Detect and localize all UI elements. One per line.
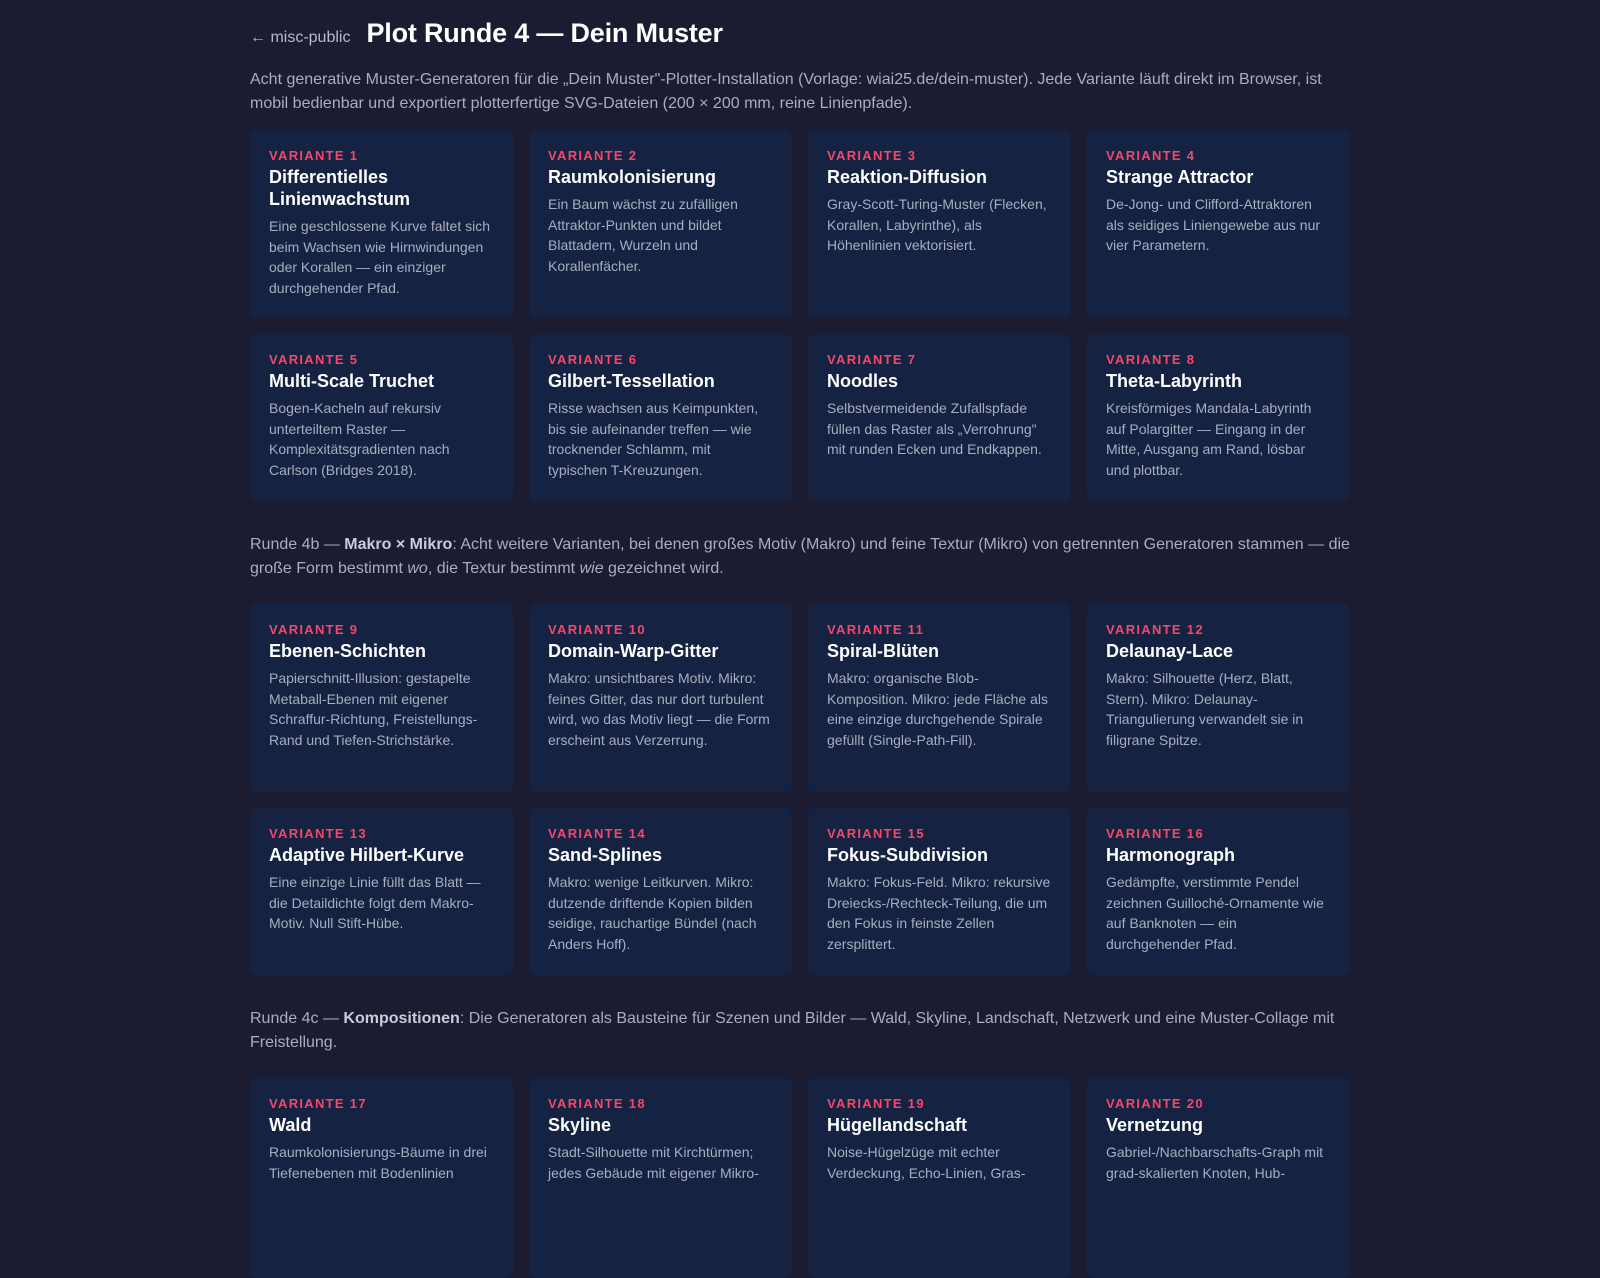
- variant-label: VARIANTE 11: [827, 622, 925, 637]
- variant-description: Makro: wenige Leitkurven. Mikro: dutzende driftende Kopien bilden seidige, rauchartige Bündel (nach Anders Hoff).: [548, 874, 757, 952]
- section-intro-4c: Runde 4c — Kompositionen: Die Generatoren als Bausteine für Szenen und Bilder — Wald, Skyline, Landschaft, Netzwerk und eine Muster-Collage mit Freistellung.: [250, 1010, 1335, 1051]
- variant-description: Eine geschlossene Kurve faltet sich beim Wachsen wie Hirnwindungen oder Korallen — ein einziger durchgehender Pfad.: [269, 218, 491, 296]
- variant-title: Delaunay-Lace: [1106, 641, 1234, 661]
- variant-label: VARIANTE 3: [827, 148, 917, 163]
- variant-card[interactable]: [529, 1078, 792, 1278]
- variant-description: Makro: unsichtbares Motiv. Mikro: feines Gitter, das nur dort turbulent wird, wo das Motiv liegt — die Form erscheint aus Verzerrung.: [548, 670, 770, 748]
- variant-description: Noise-Hügelzüge mit echter Verdeckung, Echo-Linien, Gras-: [827, 1144, 1026, 1181]
- variant-label: VARIANTE 1: [269, 148, 359, 163]
- variant-label: VARIANTE 15: [827, 826, 925, 841]
- variant-title: Theta-Labyrinth: [1106, 371, 1243, 391]
- variant-card[interactable]: [1087, 1078, 1350, 1278]
- variant-grid-round-4b: [250, 604, 1350, 975]
- variant-card[interactable]: [529, 334, 792, 501]
- variant-title: Raumkolonisierung: [548, 167, 717, 187]
- variant-label: VARIANTE 13: [269, 826, 367, 841]
- variant-grid-round-4c: [250, 1078, 1350, 1278]
- variant-title: Vernetzung: [1106, 1115, 1204, 1135]
- variant-description: Gabriel-/Nachbarschafts-Graph mit grad-skalierten Knoten, Hub-: [1106, 1144, 1324, 1181]
- intro-text: Acht generative Muster-Generatoren für die „Dein Muster"-Plotter-Installation (Vorlage: wiai25.de/dein-muster). Jede Variante läuft direkt im Browser, ist mobil bedienbar und exportiert plotterfertige SVG-Dateien (200 × 200 mm, reine Linienpfade).: [250, 71, 1322, 112]
- page-title: Plot Runde 4 — Dein Muster: [366, 18, 723, 48]
- variant-title: Reaktion-Diffusion: [827, 167, 987, 187]
- section-name-4c: Kompositionen: [343, 1010, 460, 1027]
- variant-title: Strange Attractor: [1106, 167, 1254, 187]
- variant-label: VARIANTE 2: [548, 148, 638, 163]
- variant-title: Spiral-Blüten: [827, 641, 940, 661]
- variant-description: Ein Baum wächst zu zufälligen Attraktor-Punkten und bildet Blattadern, Wurzeln und Korallenfächer.: [548, 196, 738, 274]
- variant-title: Noodles: [827, 371, 899, 391]
- variant-card[interactable]: [529, 130, 792, 318]
- variant-card[interactable]: [250, 808, 513, 975]
- variant-card[interactable]: [808, 604, 1071, 792]
- variant-description: Makro: organische Blob-Komposition. Mikro: jede Fläche als eine einzige durchgehende Spirale gefüllt (Single-Path-Fill).: [827, 670, 1048, 748]
- variant-title: Differentielles Linienwachstum: [269, 167, 411, 209]
- variant-label: VARIANTE 14: [548, 826, 646, 841]
- section-name-4b: Makro × Mikro: [344, 536, 453, 553]
- variant-description: Bogen-Kacheln auf rekursiv unterteiltem Raster — Komplexitätsgradienten nach Carlson (Bridges 2018).: [269, 400, 450, 478]
- variant-description: Risse wachsen aus Keimpunkten, bis sie aufeinander treffen — wie trocknender Schlamm, mit typischen T-Kreuzungen.: [548, 400, 759, 478]
- variant-description: Eine einzige Linie füllt das Blatt — die Detaildichte folgt dem Makro-Motiv. Null Stift-Hübe.: [269, 874, 481, 931]
- variant-title: Hügellandschaft: [827, 1115, 968, 1135]
- header: [250, 0, 1350, 50]
- variant-title: Gilbert-Tessellation: [548, 371, 715, 391]
- variant-card[interactable]: [1087, 808, 1350, 975]
- variant-card[interactable]: [808, 334, 1071, 501]
- variant-description: Selbstvermeidende Zufallspfade füllen das Raster als „Verrohrung" mit runden Ecken und Endkappen.: [827, 400, 1042, 457]
- variant-card[interactable]: [250, 1078, 513, 1278]
- variant-description: Gedämpfte, verstimmte Pendel zeichnen Guilloché-Ornamente wie auf Banknoten — ein durchgehender Pfad.: [1106, 874, 1324, 952]
- section-intro-4b: Runde 4b — Makro × Mikro: Acht weitere Varianten, bei denen großes Motiv (Makro) und feine Textur (Mikro) von getrennten Generatoren stammen — die große Form bestimmt wo, die Textur bestimmt wie gezeichnet wird.: [250, 536, 1350, 577]
- variant-card[interactable]: [529, 604, 792, 792]
- variant-description: Makro: Silhouette (Herz, Blatt, Stern). Mikro: Delaunay-Triangulierung verwandelt sie in filigrane Spitze.: [1106, 670, 1304, 748]
- variant-description: Papierschnitt-Illusion: gestapelte Metaball-Ebenen mit eigener Schraffur-Richtung, Freistellungs-Rand und Tiefen-Strichstärke.: [269, 670, 478, 748]
- variant-title: Wald: [269, 1115, 312, 1135]
- variant-title: Harmonograph: [1106, 845, 1236, 865]
- variant-title: Multi-Scale Truchet: [269, 371, 435, 391]
- variant-label: VARIANTE 16: [1106, 826, 1204, 841]
- variant-label: VARIANTE 7: [827, 352, 917, 367]
- page: [250, 0, 1350, 1278]
- variant-description: Raumkolonisierungs-Bäume in drei Tiefenebenen mit Bodenlinien: [269, 1144, 487, 1181]
- variant-label: VARIANTE 19: [827, 1096, 925, 1111]
- variant-title: Adaptive Hilbert-Kurve: [269, 845, 465, 865]
- variant-card[interactable]: [250, 604, 513, 792]
- variant-description: Makro: Fokus-Feld. Mikro: rekursive Dreiecks-/Rechteck-Teilung, die um den Fokus in feinste Zellen zersplittert.: [827, 874, 1051, 952]
- variant-card[interactable]: [808, 1078, 1071, 1278]
- variant-label: VARIANTE 17: [269, 1096, 367, 1111]
- variant-card[interactable]: [1087, 130, 1350, 318]
- variant-card[interactable]: [1087, 604, 1350, 792]
- variant-description: Stadt-Silhouette mit Kirchtürmen; jedes Gebäude mit eigener Mikro-: [548, 1144, 759, 1181]
- variant-label: VARIANTE 10: [548, 622, 646, 637]
- variant-title: Domain-Warp-Gitter: [548, 641, 719, 661]
- variant-description: De-Jong- und Clifford-Attraktoren als seidiges Liniengewebe aus nur vier Parametern.: [1106, 196, 1321, 253]
- variant-label: VARIANTE 18: [548, 1096, 646, 1111]
- variant-card[interactable]: [250, 130, 513, 318]
- variant-label: VARIANTE 4: [1106, 148, 1196, 163]
- back-link[interactable]: ← misc-public: [250, 29, 351, 46]
- variant-label: VARIANTE 20: [1106, 1096, 1204, 1111]
- variant-label: VARIANTE 8: [1106, 352, 1196, 367]
- variant-title: Fokus-Subdivision: [827, 845, 989, 865]
- variant-label: VARIANTE 6: [548, 352, 638, 367]
- variant-label: VARIANTE 9: [269, 622, 359, 637]
- variant-card[interactable]: [808, 808, 1071, 975]
- variant-label: VARIANTE 12: [1106, 622, 1204, 637]
- variant-card[interactable]: [808, 130, 1071, 318]
- variant-card[interactable]: [529, 808, 792, 975]
- variant-title: Sand-Splines: [548, 845, 663, 865]
- variant-description: Kreisförmiges Mandala-Labyrinth auf Polargitter — Eingang in der Mitte, Ausgang am Rand, lösbar und plottbar.: [1106, 400, 1312, 478]
- variant-title: Skyline: [548, 1115, 612, 1135]
- variant-description: Gray-Scott-Turing-Muster (Flecken, Korallen, Labyrinthe), als Höhenlinien vektorisiert.: [827, 196, 1047, 253]
- variant-card[interactable]: [1087, 334, 1350, 501]
- variant-card[interactable]: [250, 334, 513, 501]
- variant-title: Ebenen-Schichten: [269, 641, 427, 661]
- variant-grid-round-4: [250, 130, 1350, 501]
- variant-label: VARIANTE 5: [269, 352, 359, 367]
